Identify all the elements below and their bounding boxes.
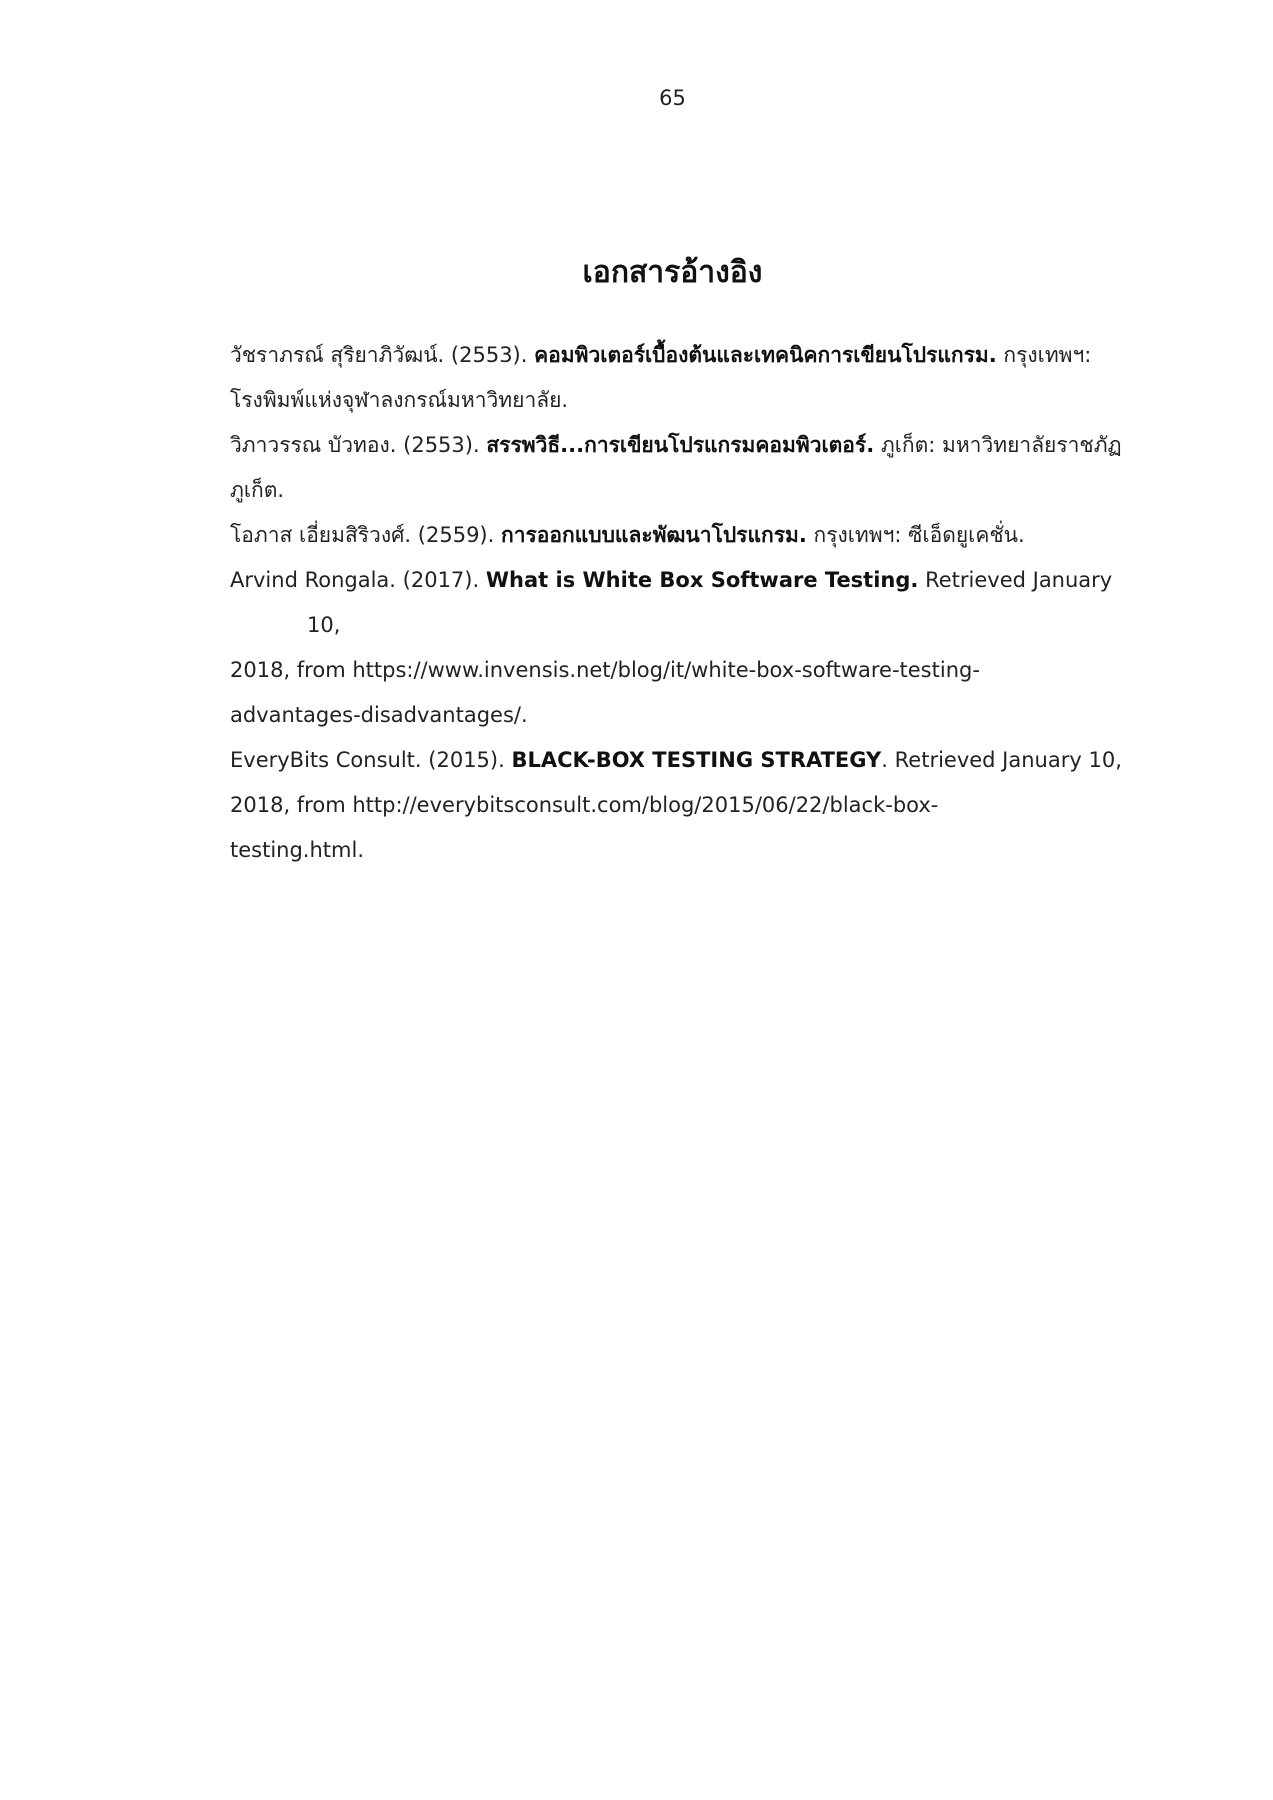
reference-item	[230, 513, 1130, 558]
reference-url-line: advantages-disadvantages/.	[230, 703, 528, 727]
reference-title-suffix: .	[881, 748, 888, 772]
reference-publisher: กรุงเทพฯ:	[1003, 343, 1092, 367]
reference-year: (2553).	[450, 343, 528, 367]
reference-author: วัชราภรณ์ สุริยาภิวัฒน์.	[230, 343, 445, 367]
reference-retrieved: Retrieved January 10,	[307, 568, 1113, 637]
reference-item	[230, 423, 1130, 513]
reference-publisher-continued: ภูเก็ต.	[230, 478, 285, 502]
reference-author: Arvind Rongala.	[230, 568, 396, 592]
reference-author: EveryBits Consult.	[230, 748, 422, 772]
reference-title: คอมพิวเตอร์เบื้องต้นและเทคนิคการเขียนโปรแกรม.	[534, 343, 997, 367]
reference-year: (2015).	[428, 748, 505, 772]
reference-publisher: กรุงเทพฯ: ซีเอ็ดยูเคชั่น.	[813, 523, 1025, 547]
reference-url-line: 2018, from http://everybitsconsult.com/blog/2015/06/22/black-box-	[230, 793, 939, 817]
page-title: เอกสารอ้างอิง	[582, 255, 763, 291]
reference-year: (2017).	[402, 568, 480, 592]
reference-item	[230, 558, 1130, 738]
reference-title: BLACK-BOX TESTING STRATEGY	[511, 748, 882, 772]
reference-url-line: testing.html.	[230, 838, 364, 862]
reference-publisher: ภูเก็ต: มหาวิทยาลัยราชภัฏ	[880, 433, 1122, 457]
page-number: 65	[659, 86, 686, 110]
reference-list	[230, 333, 1130, 873]
reference-retrieved: Retrieved January 10,	[894, 748, 1122, 772]
reference-item	[230, 738, 1130, 873]
reference-year: (2559).	[417, 523, 495, 547]
reference-url-line: 2018, from https://www.invensis.net/blog/it/white-box-software-testing-	[230, 658, 980, 682]
reference-title: สรรพวิธี...การเขียนโปรแกรมคอมพิวเตอร์.	[486, 433, 875, 457]
reference-title: การออกแบบและพัฒนาโปรแกรม.	[501, 523, 807, 547]
reference-title: What is White Box Software Testing.	[485, 568, 919, 592]
reference-author: วิภาวรรณ บัวทอง.	[230, 433, 397, 457]
reference-year: (2553).	[403, 433, 480, 457]
reference-item	[230, 333, 1130, 423]
reference-author: โอภาส เอี่ยมสิริวงศ์.	[230, 523, 412, 547]
reference-publisher-continued: โรงพิมพ์แห่งจุฬาลงกรณ์มหาวิทยาลัย.	[230, 388, 569, 412]
